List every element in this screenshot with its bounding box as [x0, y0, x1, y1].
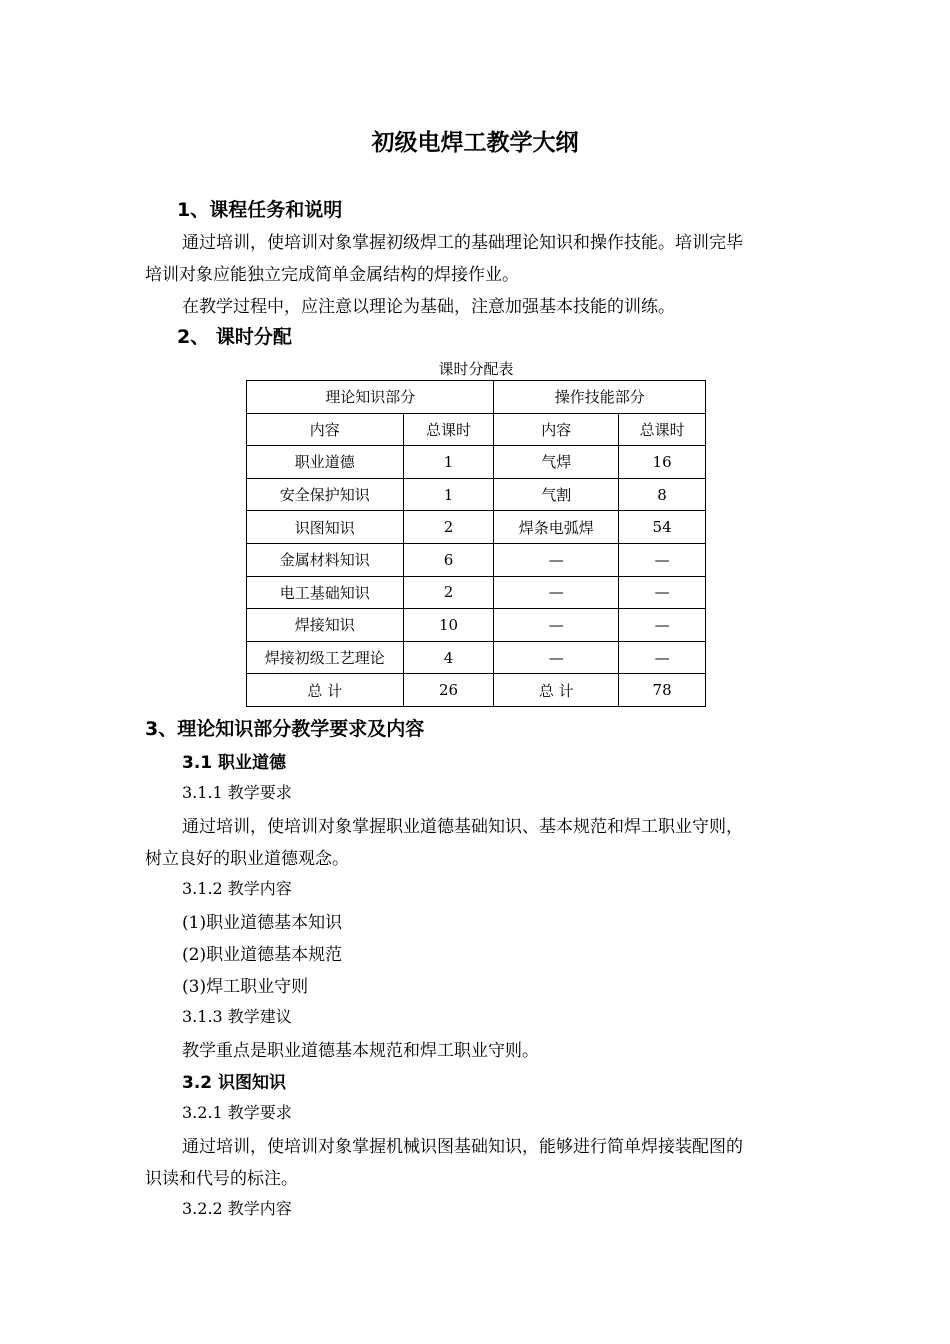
- table-cell: —: [494, 576, 619, 609]
- table-caption: 课时分配表: [438, 360, 514, 378]
- table-cell: 识图知识: [247, 511, 404, 544]
- table-cell: 1: [403, 478, 494, 511]
- section-3-2-1-line-1: 通过培训，使培训对象掌握机械识图基础知识，能够进行简单焊接装配图的: [182, 1137, 743, 1157]
- theory-group-header: 理论知识部分: [247, 381, 494, 414]
- table-row: [247, 446, 706, 479]
- table-row: [247, 511, 706, 544]
- table-cell: 气焊: [494, 446, 619, 479]
- table-cell: 16: [619, 446, 706, 479]
- section-3-1-3-heading: 3.1.3 教学建议: [182, 1007, 292, 1026]
- section-3-2-1-line-2: 识读和代号的标注。: [145, 1169, 298, 1189]
- table-column-header-row: [247, 413, 706, 446]
- table-cell: 总 计: [247, 674, 404, 707]
- section-3-2-2-heading: 3.2.2 教学内容: [182, 1199, 292, 1218]
- table-cell: —: [494, 543, 619, 576]
- table-cell: —: [619, 641, 706, 674]
- table-group-header-row: [247, 381, 706, 414]
- section-3-1-1-line-1: 通过培训，使培训对象掌握职业道德基础知识、基本规范和焊工职业守则，: [182, 817, 743, 837]
- table-cell: —: [494, 609, 619, 642]
- table-cell: 电工基础知识: [247, 576, 404, 609]
- table-cell: 26: [403, 674, 494, 707]
- table-cell: 气割: [494, 478, 619, 511]
- table-cell: 4: [403, 641, 494, 674]
- table-cell: —: [494, 641, 619, 674]
- section-2-heading: 2、 课时分配: [177, 326, 292, 348]
- section-3-1-1-heading: 3.1.1 教学要求: [182, 783, 292, 802]
- table-cell: 2: [403, 576, 494, 609]
- table-row: [247, 641, 706, 674]
- table-cell: 78: [619, 674, 706, 707]
- table-cell: 焊接初级工艺理论: [247, 641, 404, 674]
- table-row: [247, 609, 706, 642]
- section-3-2-1-heading: 3.2.1 教学要求: [182, 1103, 292, 1122]
- table-cell: 安全保护知识: [247, 478, 404, 511]
- table-cell: 8: [619, 478, 706, 511]
- table-row: [247, 543, 706, 576]
- table-cell: —: [619, 576, 706, 609]
- table-cell: 总 计: [494, 674, 619, 707]
- column-header: 总课时: [403, 413, 494, 446]
- section-1-heading: 1、课程任务和说明: [177, 199, 343, 221]
- table-cell: 2: [403, 511, 494, 544]
- section-1-paragraph-1-line-2: 培训对象应能独立完成简单金属结构的焊接作业。: [145, 265, 519, 285]
- table-cell: 6: [403, 543, 494, 576]
- list-item: (2)职业道德基本规范: [182, 945, 343, 965]
- list-item: (1)职业道德基本知识: [182, 913, 343, 933]
- table-cell: 职业道德: [247, 446, 404, 479]
- table-cell: —: [619, 543, 706, 576]
- table-cell: 54: [619, 511, 706, 544]
- document-title: 初级电焊工教学大纲: [371, 130, 579, 156]
- table-total-row: [247, 674, 706, 707]
- table-row: [247, 478, 706, 511]
- hours-allocation-table: [246, 380, 706, 707]
- table-cell: 焊条电弧焊: [494, 511, 619, 544]
- section-1-paragraph-1-line-1: 通过培训，使培训对象掌握初级焊工的基础理论知识和操作技能。培训完毕: [182, 233, 743, 253]
- section-3-heading: 3、理论知识部分教学要求及内容: [145, 718, 425, 740]
- section-3-1-heading: 3.1 职业道德: [182, 753, 287, 773]
- list-item: (3)焊工职业守则: [182, 977, 309, 997]
- column-header: 内容: [494, 413, 619, 446]
- section-3-1-2-heading: 3.1.2 教学内容: [182, 879, 292, 898]
- section-3-1-1-line-2: 树立良好的职业道德观念。: [145, 849, 349, 869]
- table-cell: —: [619, 609, 706, 642]
- section-3-1-3-text: 教学重点是职业道德基本规范和焊工职业守则。: [182, 1041, 539, 1061]
- column-header: 内容: [247, 413, 404, 446]
- table-cell: 10: [403, 609, 494, 642]
- column-header: 总课时: [619, 413, 706, 446]
- table-cell: 金属材料知识: [247, 543, 404, 576]
- section-1-paragraph-2: 在教学过程中，应注意以理论为基础，注意加强基本技能的训练。: [182, 297, 675, 317]
- table-cell: 1: [403, 446, 494, 479]
- table-row: [247, 576, 706, 609]
- practice-group-header: 操作技能部分: [494, 381, 706, 414]
- table-cell: 焊接知识: [247, 609, 404, 642]
- section-3-2-heading: 3.2 识图知识: [182, 1073, 287, 1093]
